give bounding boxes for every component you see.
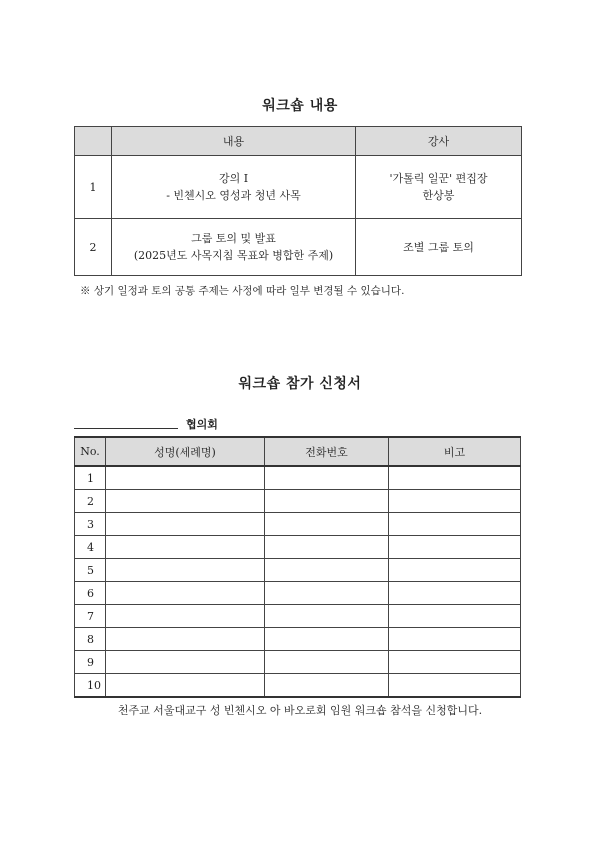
row-number: 10 (75, 674, 106, 698)
lecturer-line: 한상봉 (422, 189, 455, 202)
remarks-cell[interactable] (389, 582, 521, 605)
table-row (75, 490, 521, 513)
name-cell[interactable] (106, 674, 265, 698)
header-number (75, 127, 112, 156)
row-number: 1 (75, 156, 112, 219)
phone-cell[interactable] (265, 513, 389, 536)
content-line: - 빈첸시오 영성과 청년 사목 (166, 189, 301, 202)
name-cell[interactable] (106, 605, 265, 628)
name-cell[interactable] (106, 466, 265, 490)
association-label: 협의회 (186, 418, 218, 431)
content-line: (2025년도 사목지침 목표와 병합한 주제) (133, 249, 334, 262)
remarks-cell[interactable] (389, 674, 521, 698)
phone-cell[interactable] (265, 605, 389, 628)
row-number: 8 (75, 628, 106, 651)
table-row (75, 605, 521, 628)
content-line: 그룹 토의 및 발표 (191, 232, 276, 245)
row-number: 2 (75, 219, 112, 276)
lecturer-line: 조별 그룹 토의 (403, 240, 474, 254)
content-line: 강의 I (218, 172, 249, 185)
table-row (75, 466, 521, 490)
association-name-field[interactable] (74, 428, 178, 429)
remarks-cell[interactable] (389, 628, 521, 651)
header-no: No. (75, 437, 106, 466)
phone-cell[interactable] (265, 674, 389, 698)
table-row (75, 628, 521, 651)
lecturer-line: '가톨릭 일꾼' 편집장 (389, 172, 488, 185)
table-row (75, 559, 521, 582)
row-number: 2 (75, 490, 106, 513)
content-cell (112, 156, 356, 219)
phone-cell[interactable] (265, 536, 389, 559)
row-number: 3 (75, 513, 106, 536)
phone-cell[interactable] (265, 466, 389, 490)
lecturer-cell (356, 219, 522, 276)
name-cell[interactable] (106, 582, 265, 605)
remarks-cell[interactable] (389, 605, 521, 628)
name-cell[interactable] (106, 559, 265, 582)
application-table (74, 436, 521, 698)
table-row (75, 513, 521, 536)
row-number: 4 (75, 536, 106, 559)
lecturer-cell (356, 156, 522, 219)
row-number: 6 (75, 582, 106, 605)
table-row (75, 582, 521, 605)
table-row (75, 536, 521, 559)
remarks-cell[interactable] (389, 536, 521, 559)
header-content: 내용 (112, 127, 356, 156)
header-remarks: 비고 (389, 437, 521, 466)
table-row (75, 674, 521, 698)
phone-cell[interactable] (265, 628, 389, 651)
name-cell[interactable] (106, 490, 265, 513)
name-cell[interactable] (106, 651, 265, 674)
row-number: 1 (75, 466, 106, 490)
remarks-cell[interactable] (389, 513, 521, 536)
remarks-cell[interactable] (389, 490, 521, 513)
workshop-content-title: 워크숍 내용 (262, 98, 338, 114)
header-lecturer: 강사 (356, 127, 522, 156)
remarks-cell[interactable] (389, 466, 521, 490)
content-cell (112, 219, 356, 276)
application-statement: 천주교 서울대교구 성 빈첸시오 아 바오로회 임원 워크숍 참석을 신청합니다. (117, 704, 483, 717)
phone-cell[interactable] (265, 490, 389, 513)
name-cell[interactable] (106, 628, 265, 651)
phone-cell[interactable] (265, 651, 389, 674)
row-number: 7 (75, 605, 106, 628)
table-row (75, 219, 522, 276)
remarks-cell[interactable] (389, 651, 521, 674)
row-number: 9 (75, 651, 106, 674)
header-name: 성명(세례명) (106, 437, 265, 466)
row-number: 5 (75, 559, 106, 582)
phone-cell[interactable] (265, 582, 389, 605)
schedule-note: ※ 상기 일정과 토의 공통 주제는 사정에 따라 일부 변경될 수 있습니다. (80, 285, 405, 297)
application-title: 워크숍 참가 신청서 (238, 376, 362, 392)
phone-cell[interactable] (265, 559, 389, 582)
name-cell[interactable] (106, 513, 265, 536)
remarks-cell[interactable] (389, 559, 521, 582)
header-phone: 전화번호 (265, 437, 389, 466)
name-cell[interactable] (106, 536, 265, 559)
workshop-content-table (74, 126, 522, 276)
table-row (75, 156, 522, 219)
table-row (75, 651, 521, 674)
